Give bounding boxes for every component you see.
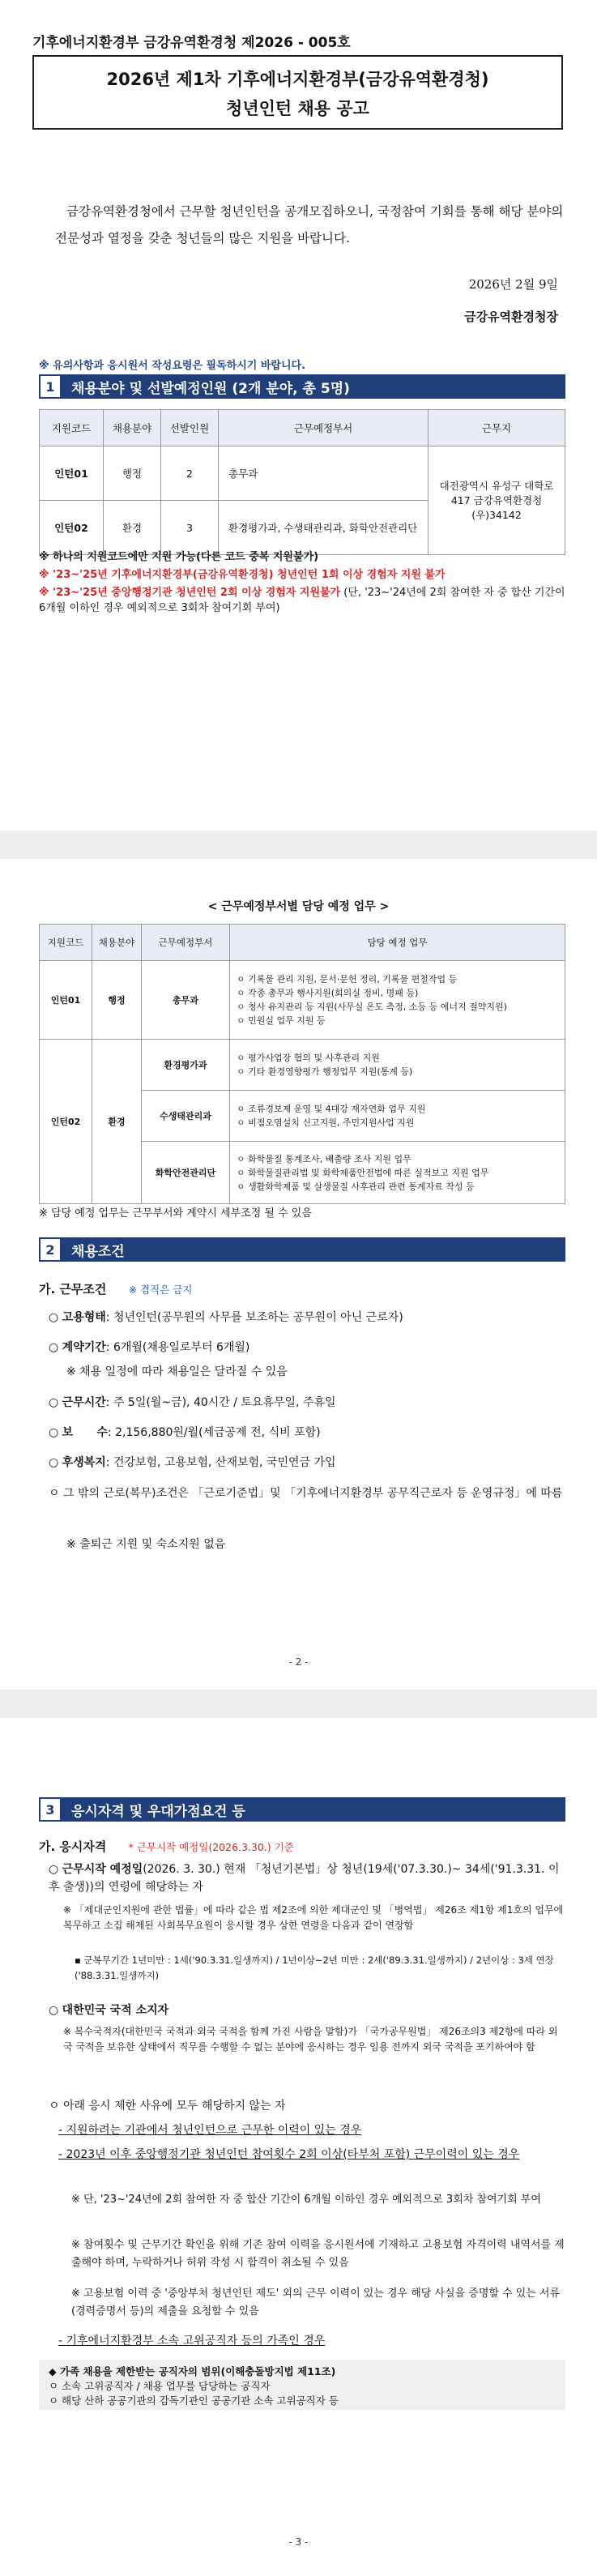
duty2-tasks2: [230, 1091, 565, 1142]
table-row: [40, 1040, 565, 1091]
task-item: ㅇ 민원실 업무 지원 등: [237, 1015, 326, 1026]
intro-paragraph: 금강유역환경청에서 근무할 청년인턴을 공개모집하오니, 국정참여 기회를 통해 해당 분야의 전문성과 열정을 갖춘 청년들의 많은 지원을 바랍니다.: [55, 204, 564, 246]
cond-text: : 주 5일(월~금), 40시간 / 토요휴무일, 주휴일: [105, 1396, 336, 1409]
age-note: ※ 「제대군인지원에 관한 법률」에 따라 같은 법 제2조에 의한 제대군인 및 「병역법」 제26조 제1항 제1호의 업무에 복무하고 소집 해제된 사회복무요원이 응시할 경우 상한 연령을 다음과 같이 연장함: [63, 1904, 564, 1931]
row2-field: 환경: [104, 501, 161, 555]
box-line2: ㅇ 해당 산하 공공기관의 감독기관인 공공기관 소속 고위공직자 등: [49, 2394, 339, 2407]
contract-note: ※ 채용 일정에 따라 채용일은 달라질 수 있음: [66, 1365, 288, 1378]
row1-count: 2: [161, 446, 219, 501]
work-note: ※ 겸직은 금지: [128, 1284, 193, 1296]
duty2-dept2: 수생태관리과: [142, 1091, 230, 1142]
note-2: ※ '23~'25년 기후에너지환경부(금강유역환경청) 청년인턴 1회 이상 경험자 지원 불가: [39, 569, 446, 581]
note-1: ※ 하나의 지원코드에만 지원 가능(다른 코드 중복 지원불가): [39, 551, 319, 563]
duty1-tasks: [230, 961, 565, 1040]
note-3a: ※ '23~'25년 중앙행정기관 청년인턴 2회 이상 경험자 지원불가: [39, 587, 341, 599]
note-3b: (단, '23~'24년에 2회 참여한 자 중 합산 기간이 6개월 이하인 경우 예외적으로 3회차 참여기회 부여): [39, 587, 565, 614]
notice-line: ※ 유의사항과 응시원서 작성요령은 필독하시기 바랍니다.: [39, 360, 306, 372]
cond-text: : 2,156,880원/월(세금공제 전, 식비 포함): [107, 1426, 321, 1439]
page-number: - 2 -: [288, 1656, 309, 1668]
duty1-code: 인턴01: [40, 961, 92, 1040]
duty-th-dept: 근무예정부서: [142, 925, 230, 961]
cond-contract: ○ 계약기간: 6개월(채용일로부터 6개월): [49, 1341, 250, 1354]
row2-count: 3: [161, 501, 219, 555]
doc-number: 기후에너지환경부 금강유역환경청 제2026 - 005호: [32, 35, 351, 51]
table-row: [40, 446, 565, 501]
recruit-table: [39, 409, 565, 555]
cond-employment: ○ 고용형태: 청년인턴(공무원의 사무를 보조하는 공무원이 아닌 근로자): [49, 1311, 403, 1324]
cond-label: 고용형태: [62, 1311, 106, 1324]
cond-other: ㅇ 그 밖의 근로(복무)조건은 「근로기준법」및 「기후에너지환경부 공무직근로자 등 운영규정」에 따름: [49, 1487, 563, 1500]
th-workplace: 근무지: [429, 410, 565, 446]
page-2: [0, 859, 597, 1690]
qual-age: ○ 근무시작 예정일(2026. 3. 30.) 현재 「청년기본법」상 청년(19세('07.3.30.)~ 34세('91.3.31. 이후 출생))의 연령에 해당하는 자: [49, 1863, 560, 1894]
duty-table: [39, 924, 565, 1204]
duty-th-field: 채용분야: [92, 925, 142, 961]
qual-heading: [39, 1838, 294, 1855]
row2-code: 인턴02: [40, 501, 104, 555]
duty-th-tasks: 담당 예정 업무: [230, 925, 565, 961]
task-item: ㅇ 청사 유지관리 등 지원(사무실 온도 측정, 소등 등 에너지 절약지원): [237, 1002, 507, 1012]
age-text: (2026. 3. 30.) 현재 「청년기본법」상 청년(19세('07.3.30.)~ 34세('91.3.31. 이후 출생))의 연령에 해당하는 자: [49, 1863, 560, 1894]
workplace-cell: 대전광역시 유성구 대학로 417 금강유역환경청 (우)34142: [429, 446, 565, 555]
work-heading: [39, 1280, 192, 1297]
table-row: [40, 961, 565, 1040]
qual-nationality: ○ 대한민국 국적 소지자: [49, 2004, 169, 2017]
cond-label: 계약기간: [62, 1341, 106, 1354]
task-item: ㅇ 화학물질관리법 및 화학제품안전법에 따른 실적보고 지원 업무: [237, 1167, 489, 1178]
th-count: 선발인원: [161, 410, 219, 446]
th-dept: 근무예정부서: [219, 410, 429, 446]
task-item: ㅇ 각종 총무과 행사지원(회의실 정비, 명패 등): [237, 988, 419, 998]
cond-label: 보 수: [62, 1426, 108, 1439]
section3-number: 3: [39, 1797, 62, 1822]
row1-code: 인턴01: [40, 446, 104, 501]
other-note: ※ 출퇴근 지원 및 숙소지원 없음: [66, 1538, 226, 1551]
th-code: 지원코드: [40, 410, 104, 446]
notice-date: 2026년 2월 9일: [468, 277, 558, 292]
section2-number: 2: [39, 1237, 62, 1262]
restrict-note-2: ※ 참여횟수 및 근무기간 확인을 위해 기존 참여 이력을 응시원서에 기재하고 고용보험 자격이력 내역서를 제출해야 하며, 누락하거나 허위 작성 시 합격이 취소될 수 있음: [71, 2239, 565, 2269]
duty-note: ※ 담당 예정 업무는 근무부서와 계약시 세부조정 될 수 있음: [39, 1207, 312, 1220]
row2-dept: 환경평가과, 수생태관리과, 화학안전관리단: [219, 501, 429, 555]
th-field: 채용분야: [104, 410, 161, 446]
duty2-field: 환경: [92, 1040, 142, 1204]
page-1: [0, 0, 597, 831]
title-line2: 청년인턴 채용 공고: [226, 99, 369, 118]
section1-header: [39, 374, 565, 399]
section1-number: 1: [39, 374, 62, 399]
duty2-dept1: 환경평가과: [142, 1040, 230, 1091]
row1-dept: 총무과: [219, 446, 429, 501]
age-label: 근무시작 예정일: [62, 1863, 143, 1876]
duty-th-code: 지원코드: [40, 925, 92, 961]
cond-label: 후생복지: [62, 1456, 106, 1469]
restrict-intro: ㅇ 아래 응시 제한 사유에 모두 해당하지 않는 자: [49, 2100, 286, 2112]
nat-label: 대한민국 국적 소지자: [62, 2004, 169, 2017]
page-number: - 3 -: [288, 2536, 309, 2548]
nat-note: ※ 복수국적자(대한민국 국적과 외국 국적을 함께 가진 사람을 말함)가 「국가공무원법」 제26조의3 제2항에 따라 외국 국적을 보유한 상태에서 직무를 수행할 수 없는 분야에 응시하는 경우 임용 전까지 외국 국적을 포기하여야 함: [63, 2026, 558, 2053]
box-title: ◆ 가족 채용을 제한받는 공직자의 범위(이해충돌방지법 제11조): [49, 2365, 336, 2377]
title-box: [32, 55, 563, 130]
task-item: ㅇ 조류경보제 운영 및 4대강 재자연화 업무 지원: [237, 1104, 426, 1114]
work-heading-text: 가. 근무조건: [39, 1282, 107, 1297]
section1-title: 채용분야 및 선발예정인원 (2개 분야, 총 5명): [71, 380, 350, 397]
issuing-org: 금강유역환경청장: [464, 310, 558, 324]
task-item: ㅇ 기록물 관리 지원, 문서·문헌 정리, 기록물 편철작업 등: [237, 974, 458, 985]
task-item: ㅇ 생활화학제품 및 살생물질 사후관리 관련 통계자료 작성 등: [237, 1181, 475, 1192]
duty2-tasks3: [230, 1142, 565, 1204]
task-item: ㅇ 평가사업장 협의 및 사후관리 지원: [237, 1053, 380, 1063]
duty1-dept: 총무과: [142, 961, 230, 1040]
row1-field: 행정: [104, 446, 161, 501]
cond-pay: ○ 보 수: 2,156,880원/월(세금공제 전, 식비 포함): [49, 1426, 321, 1439]
task-item: ㅇ 기타 환경영향평가 행정업무 지원(통계 등): [237, 1066, 413, 1077]
title-line1: 2026년 제1차 기후에너지환경부(금강유역환경청): [106, 70, 489, 89]
restrict-3: - 기후에너지환경부 소속 고위공직자 등의 가족인 경우: [58, 2335, 326, 2347]
age-detail: ▪ 군복무기간 1년미만 : 1세('90.3.31.일생까지) / 1년이상~2년 미만 : 2세('89.3.31.일생까지) / 2년이상 : 3세 연장('88.3.31.일생까지): [75, 1954, 554, 1981]
restrict-2: - 2023년 이후 중앙행정기관 청년인턴 참여횟수 2회 이상(타부처 포함) 근무이력이 있는 경우: [58, 2148, 520, 2161]
section3-header: [39, 1797, 565, 1822]
section2-title: 채용조건: [71, 1243, 125, 1260]
task-item: ㅇ 비점오염설치 신고지원, 주민지원사업 지원: [237, 1117, 415, 1128]
duty2-code: 인턴02: [40, 1040, 92, 1204]
section2-header: [39, 1237, 565, 1262]
restrict-note-3: ※ 고용보험 이력 중 '중앙부처 청년인턴 제도' 외의 근무 이력이 있는 경우 해당 사실을 증명할 수 있는 서류(경력증명서 등)의 제출을 요청할 수 있음: [71, 2288, 561, 2318]
restrict-2-note: ※ 단, '23~'24년에 2회 참여한 자 중 합산 기간이 6개월 이하인 경우 예외적으로 3회차 참여기회 부여: [71, 2194, 541, 2206]
cond-welfare: ○ 후생복지: 건강보험, 고용보험, 산재보험, 국민연금 가입: [49, 1456, 336, 1469]
task-item: ㅇ 화학물질 통계조사, 배출량 조사 지원 업무: [237, 1153, 412, 1164]
qual-heading-text: 가. 응시자격: [39, 1839, 107, 1854]
duty1-field: 행정: [92, 961, 142, 1040]
page-3: [0, 1718, 597, 2576]
note-3: [39, 585, 565, 616]
duty2-tasks1: [230, 1040, 565, 1091]
cond-text: : 청년인턴(공무원의 사무를 보조하는 공무원이 아닌 근로자): [105, 1311, 403, 1324]
qual-note: * 근무시작 예정일(2026.3.30.) 기준: [128, 1841, 294, 1853]
cond-text: : 건강보험, 고용보험, 산재보험, 국민연금 가입: [105, 1456, 336, 1469]
restrict-1: - 지원하려는 기관에서 청년인턴으로 근무한 이력이 있는 경우: [58, 2124, 362, 2137]
family-restrict-box: [39, 2360, 565, 2410]
duty2-dept3: 화학안전관리단: [142, 1142, 230, 1204]
cond-hours: ○ 근무시간: 주 5일(월~금), 40시간 / 토요휴무일, 주휴일: [49, 1396, 336, 1409]
cond-text: : 6개월(채용일로부터 6개월): [105, 1341, 250, 1354]
section3-title: 응시자격 및 우대가점요건 등: [71, 1803, 245, 1820]
box-line1: ㅇ 소속 고위공직자 / 채용 업무를 담당하는 공직자: [49, 2380, 271, 2392]
duty-table-title: < 근무예정부서별 담당 예정 업무 >: [207, 900, 390, 913]
cond-label: 근무시간: [62, 1396, 106, 1409]
